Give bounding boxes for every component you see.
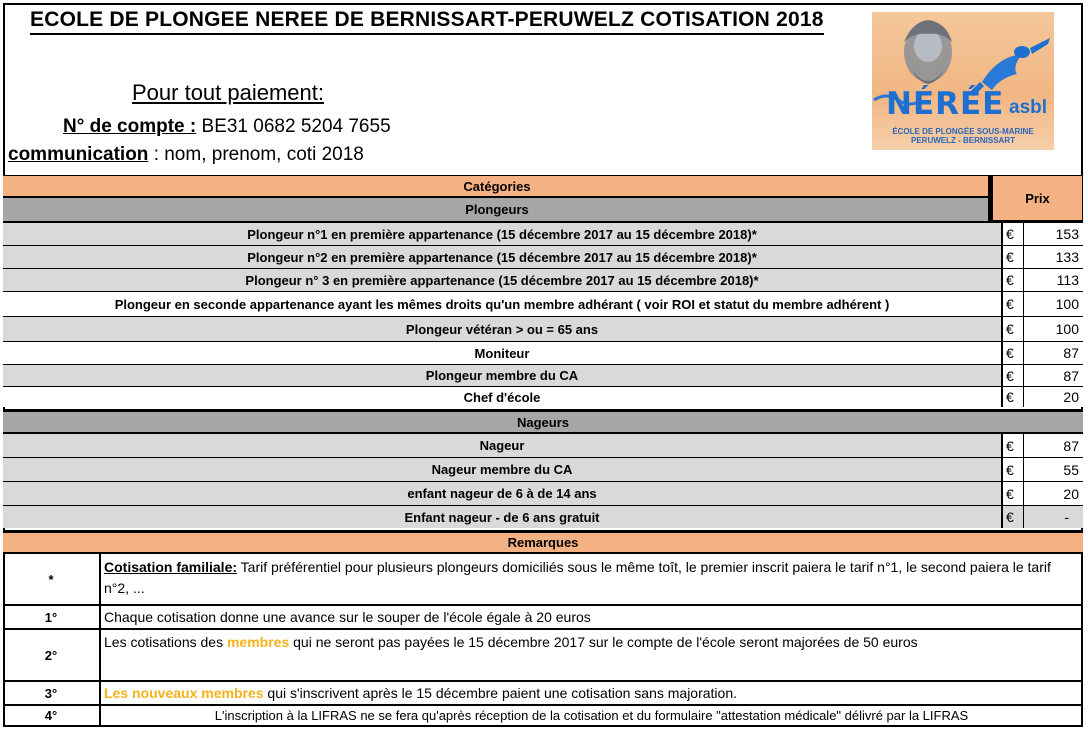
currency-symbol: € xyxy=(1003,458,1023,481)
remark-marker: 2° xyxy=(44,647,58,663)
neree-logo xyxy=(872,12,1054,150)
table-row xyxy=(3,268,1083,291)
divers-header: Plongeurs xyxy=(3,197,991,221)
currency-symbol: € xyxy=(1003,387,1023,407)
remark-marker: 4° xyxy=(44,708,58,723)
swimmers-header: Nageurs xyxy=(516,414,570,430)
remark-body: Tarif préférentiel pour plusieurs plongeurs domiciliés sous le même toît, le premier inscrit paiera le tarif n°1, le second paiera le tarif n°2, ... xyxy=(104,559,1051,596)
logo-suffix: asbl xyxy=(1009,97,1048,118)
currency-symbol: € xyxy=(1003,317,1023,341)
remark-marker: * xyxy=(48,571,54,587)
remark-row xyxy=(3,680,1083,704)
row-label: Enfant nageur - de 6 ans gratuit xyxy=(404,509,600,525)
remark-row xyxy=(3,552,1083,604)
logo-subtitle-school: ÉCOLE DE PLONGÉE SOUS-MARINE xyxy=(892,127,1034,136)
row-price: 100 xyxy=(1024,317,1083,341)
table-row xyxy=(3,386,1083,407)
row-price: 113 xyxy=(1024,269,1083,291)
row-price: 133 xyxy=(1024,246,1083,268)
row-label: Moniteur xyxy=(474,345,530,361)
table-row xyxy=(3,221,1083,245)
row-price: 153 xyxy=(1024,223,1083,245)
currency-symbol: € xyxy=(1003,246,1023,268)
row-label: Nageur membre du CA xyxy=(431,462,573,477)
page-title: ECOLE DE PLONGEE NEREE DE BERNISSART-PERUWELZ COTISATION 2018 xyxy=(30,8,824,35)
communication-label: communication xyxy=(8,144,149,165)
categories-header: Catégories xyxy=(463,178,531,194)
row-label: Plongeur en seconde appartenance ayant les mêmes droits qu'un membre adhérant ( voir ROI et statut du membre adhérent ) xyxy=(114,296,890,312)
currency-symbol: € xyxy=(1003,365,1023,386)
remark-marker: 3° xyxy=(44,685,58,701)
remark-text xyxy=(101,630,1079,680)
remark-body: qui ne seront pas payées le 15 décembre 2017 sur le compte de l'école seront majorées de 50 euros xyxy=(289,634,918,650)
row-price: 20 xyxy=(1024,387,1083,407)
table-row xyxy=(3,432,1083,457)
remark-text xyxy=(101,682,1079,704)
remark-text: L'inscription à la LIFRAS ne se fera qu'après réception de la cotisation et du formulaire "attestation médicale" délivré par la LIFRAS xyxy=(214,708,969,723)
row-price: 100 xyxy=(1024,292,1083,316)
remark-row xyxy=(3,628,1083,680)
row-price: 20 xyxy=(1024,482,1083,505)
remark-row xyxy=(3,704,1083,725)
remark-highlight: Les nouveaux membres xyxy=(104,684,264,701)
account-line xyxy=(63,116,391,138)
account-number: BE31 0682 5204 7655 xyxy=(201,116,391,137)
table-row xyxy=(3,341,1083,364)
currency-symbol: € xyxy=(1003,434,1023,457)
neptune-head-icon xyxy=(904,20,952,84)
remarks-header: Remarques xyxy=(507,535,579,550)
row-price: 55 xyxy=(1024,458,1083,481)
communication-line xyxy=(8,144,364,166)
account-label: N° de compte : xyxy=(63,116,197,137)
table-row xyxy=(3,245,1083,268)
remark-body: Les cotisations des xyxy=(104,634,227,650)
table-row xyxy=(3,291,1083,316)
table-row xyxy=(3,316,1083,341)
row-label: Plongeur membre du CA xyxy=(425,368,579,383)
row-label: Plongeur n°1 en première appartenance (15 décembre 2017 au 15 décembre 2018)* xyxy=(247,226,757,242)
table-row xyxy=(3,457,1083,481)
logo-subtitle-location: PERUWELZ - BERNISSART xyxy=(911,136,1015,145)
currency-symbol: € xyxy=(1003,223,1023,245)
remark-body: qui s'inscrivent après le 15 décembre paient une cotisation sans majoration. xyxy=(263,684,738,701)
currency-symbol: € xyxy=(1003,482,1023,505)
row-label: Chef d'école xyxy=(463,389,541,405)
remark-marker: 1° xyxy=(44,609,58,625)
table-row xyxy=(3,364,1083,386)
currency-symbol: € xyxy=(1003,506,1023,528)
currency-symbol: € xyxy=(1003,342,1023,364)
row-label: enfant nageur de 6 à de 14 ans xyxy=(407,486,597,501)
row-price: 87 xyxy=(1024,434,1083,457)
remarks-section-row xyxy=(3,530,1083,552)
remark-lead: Cotisation familiale: xyxy=(104,559,238,575)
swimmers-section-row xyxy=(3,409,1083,432)
table-row xyxy=(3,481,1083,505)
divers-section-row xyxy=(3,196,1083,221)
row-price: 87 xyxy=(1024,342,1083,364)
remark-row xyxy=(3,604,1083,628)
currency-symbol: € xyxy=(1003,292,1023,316)
logo-name: NÉRÉE xyxy=(886,86,1005,122)
price-header: Prix xyxy=(992,175,1083,221)
row-label: Nageur xyxy=(479,438,525,453)
remark-text xyxy=(101,554,1079,604)
communication-value: : nom, prenom, coti 2018 xyxy=(153,144,364,165)
payment-title: Pour tout paiement: xyxy=(132,80,325,105)
row-price: - xyxy=(1064,509,1069,525)
remark-highlight: membres xyxy=(226,634,290,650)
row-label: Plongeur n° 3 en première appartenance (15 décembre 2017 au 15 décembre 2018)* xyxy=(245,272,759,288)
currency-symbol: € xyxy=(1003,269,1023,291)
row-label: Plongeur vétéran > ou = 65 ans xyxy=(405,321,599,337)
table-header-row xyxy=(3,175,1083,196)
table-row xyxy=(3,505,1083,528)
header-divider xyxy=(988,175,992,221)
row-price: 87 xyxy=(1024,365,1083,386)
remark-text: Chaque cotisation donne une avance sur le souper de l'école égale à 20 euros xyxy=(104,608,591,625)
row-label: Plongeur n°2 en première appartenance (15 décembre 2017 au 15 décembre 2018)* xyxy=(247,249,757,265)
